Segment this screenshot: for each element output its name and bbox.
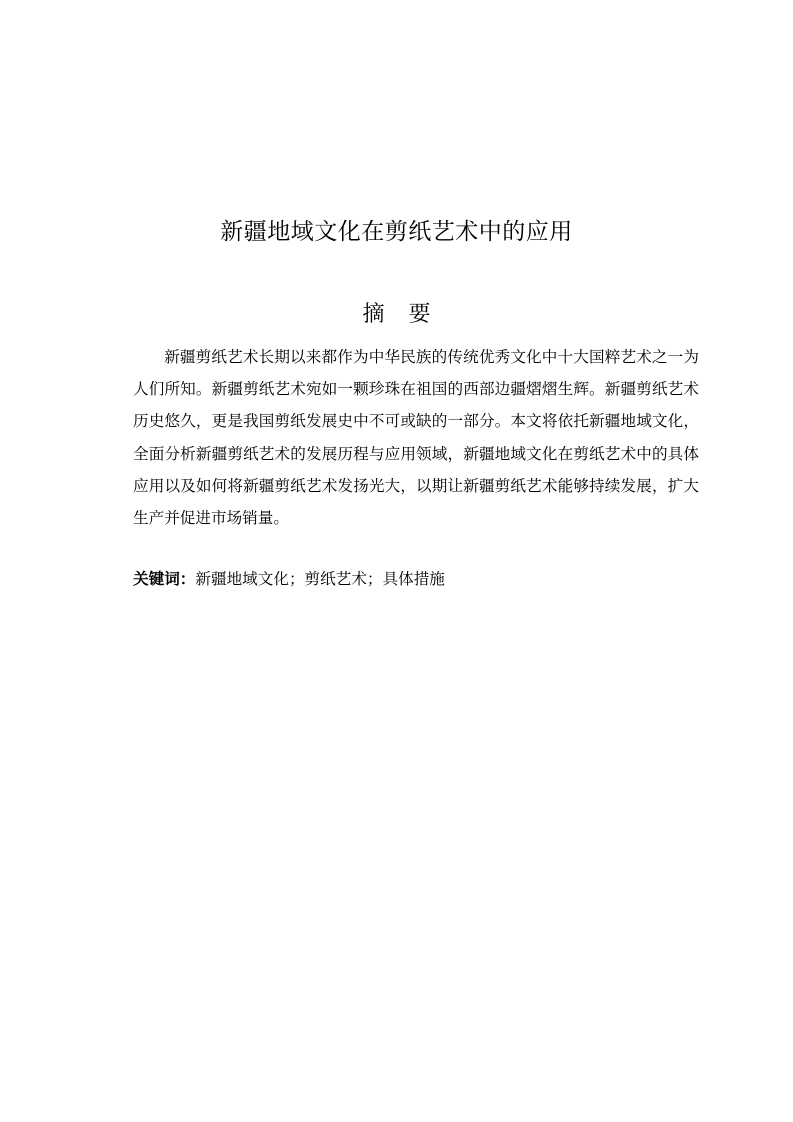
abstract-body: 新疆剪纸艺术长期以来都作为中华民族的传统优秀文化中十大国粹艺术之一为人们所知。新疆剪纸艺术宛如一颗珍珠在祖国的西部边疆熠熠生辉。新疆剪纸艺术历史悠久，更是我国剪纸发展史中不可或缺的一部分。本文将依托新疆地域文化，全面分析新疆剪纸艺术的发展历程与应用领域，新疆地域文化在剪纸艺术中的具体应用以及如何将新疆剪纸艺术发扬光大，以期让新疆剪纸艺术能够持续发展，扩大生产并促进市场销量。 (133, 348, 699, 528)
keywords-label: 关键词： (133, 570, 196, 588)
abstract-heading: 摘要 (362, 302, 455, 327)
keywords-text: 新疆地域文化；剪纸艺术；具体措施 (195, 570, 445, 588)
keywords-line (133, 563, 445, 595)
page-title: 新疆地域文化在剪纸艺术中的应用 (220, 219, 573, 245)
